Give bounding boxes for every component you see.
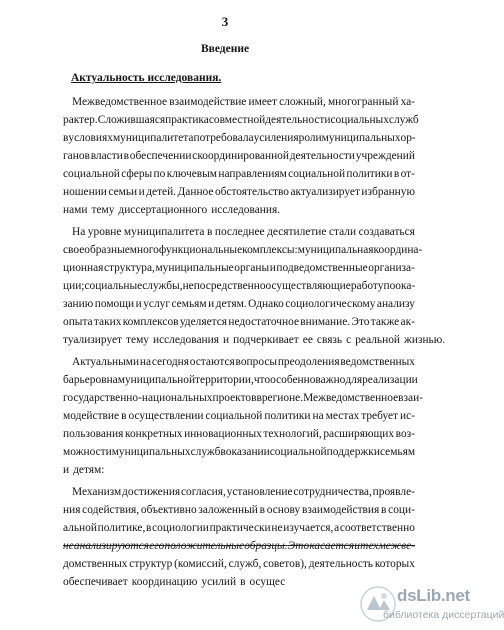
word: помощи [94,298,135,310]
word: инновационных [184,428,262,440]
word: в [63,132,69,144]
word: Это [287,540,310,552]
word: социальные [84,280,143,292]
word: служб [388,114,419,126]
text-line [63,315,415,329]
word: координацию [131,576,198,588]
word: реализации [362,374,418,386]
word: служб, [228,558,262,570]
word: муниципальная [297,244,374,256]
word: и [269,262,276,274]
word: регионе. [261,392,304,404]
word: реальной [355,334,400,346]
word: стали [328,226,357,238]
word: для [345,374,363,386]
word: установление [226,486,293,498]
word: альной [63,522,97,534]
word: проявле- [372,486,415,498]
word: непосредственно [182,280,266,292]
word: муниципальных [111,446,191,458]
word: многогранный [327,96,399,108]
word: требует [361,410,399,422]
word: и [354,540,360,552]
word: ключевым [166,168,218,180]
word: тему [91,204,115,216]
word: и [208,298,215,310]
word: семьям [379,446,416,458]
section-heading: Введение [200,43,250,55]
text-line [63,149,415,163]
word: детей. [146,186,177,198]
text-line [63,539,415,553]
word: которых [374,558,415,570]
word: межве- [378,540,415,552]
word: муниципальных [321,132,401,144]
word: остаются [189,356,235,368]
word: внимание. [300,316,351,328]
word: структура, [103,262,155,274]
text-line [63,279,415,293]
word: пользования [63,428,124,440]
word: Межведомственное [72,96,168,108]
text-line [63,243,423,257]
word: роли [298,132,322,144]
word: в [123,150,129,162]
word: потребовала [193,132,254,144]
word: Механизм [72,486,122,498]
word: технологий, [263,428,322,440]
word: домственных [63,558,128,570]
word: туализирует [63,334,123,346]
text-line [63,261,415,275]
word: социальной [269,446,327,458]
word: оказании [225,446,270,458]
word: муниципальные [155,262,234,274]
word: комплексы: [242,244,298,256]
word: изучается, [283,522,334,534]
word: усиления [253,132,299,144]
word: условиях [68,132,113,144]
text-line [72,225,415,239]
word: детям: [73,464,105,476]
word: взаимодействия [301,504,380,516]
text-line [72,355,415,369]
word: (комиссий, [174,558,227,570]
word: соответственно [339,522,415,534]
word: расширяющих [323,428,395,440]
word: и [138,186,145,198]
word: в [381,504,387,516]
word: ганов [63,150,90,162]
text-line [63,333,446,347]
word: социальной [63,168,120,180]
word: и [222,334,230,346]
word: жизнью. [404,334,446,346]
word: деятельность [308,558,373,570]
word: важно [315,374,346,386]
word: ак- [400,316,415,328]
word: основу [266,504,301,516]
word: деятельности [289,150,355,162]
word: обстоятельство [214,186,289,198]
word: практика [165,114,209,126]
word: политики [346,168,393,180]
watermark-brand: dsLib.net [397,586,470,605]
word: избранную [361,186,415,198]
word: органы [234,262,270,274]
word: организа- [368,262,415,274]
word: взаимодействие [169,96,247,108]
word: сложный, [279,96,326,108]
word: обеспечении [129,150,192,162]
word: модействие [63,410,120,422]
word: политики [264,410,311,422]
word: последнее [214,226,265,238]
word: опыта [63,316,93,328]
text-line [63,427,415,441]
word: социальной [288,168,346,180]
text-line [63,113,419,127]
word: соци- [388,504,415,516]
word: Это [351,316,370,328]
text-line [63,185,415,199]
word: сотрудничества, [293,486,372,498]
word: ционная [63,262,104,274]
word: структур [129,558,173,570]
word: касается [309,540,355,552]
subsection-heading: Актуальность исследования. [71,72,222,84]
text-line [63,409,415,423]
word: актуализирует [290,186,360,198]
word: ведомственных [340,356,415,368]
word: в [121,410,127,422]
text-line [63,521,415,535]
word: с [346,334,352,346]
word: заложенный [198,504,258,516]
word: ис- [400,410,415,422]
word: проектов [212,392,257,404]
dslib-watermark [360,585,504,630]
word: вопросы [235,356,278,368]
word: осуществлении [128,410,204,422]
word: таких [93,316,122,328]
word: конкретных [125,428,183,440]
word: в [146,522,152,534]
word: нами [63,204,88,216]
word: направлениям [218,168,287,180]
text-line [63,503,415,517]
word: в [240,576,246,588]
word: ор- [400,132,416,144]
word: тех [360,540,379,552]
word: особенно [270,374,316,386]
word: служб [190,446,221,458]
word: согласия, [180,486,226,498]
word: практически [209,522,271,534]
word: осущес [249,576,286,588]
word: исследования. [211,204,281,216]
word: ношении [63,186,107,198]
word: подведомственные [276,262,368,274]
word: в [259,504,265,516]
word: на [312,410,324,422]
word: барьеров [63,374,107,386]
word: обеспечивает [63,576,128,588]
word: социальных [330,114,389,126]
text-line [63,557,415,571]
word: и [135,298,142,310]
word: услуг [143,298,170,310]
word: социологическому [285,298,376,310]
word: исследования [152,334,219,346]
page-number: 3 [221,14,229,29]
word: уровне [87,226,122,238]
word: На [72,226,86,238]
word: что [253,374,271,386]
word: содействия, [82,504,140,516]
word: многофункциональные [129,244,243,256]
word: на [139,356,152,368]
word: муниципалитета [123,226,205,238]
word: детям. [215,298,247,310]
word: Межведомственное [303,392,399,404]
word: а [334,522,340,534]
word: осуществляющие [265,280,351,292]
word: анализируются [73,540,149,552]
word: ха- [400,96,415,108]
text-line [72,485,415,499]
text-line [63,203,415,217]
word: в [393,168,400,180]
word: достижения [122,486,181,498]
word: можности [63,446,112,458]
word: ее [302,334,313,346]
word: образцы. [244,540,288,552]
word: поддержки [326,446,380,458]
word: анализу [376,298,415,310]
word: социальной [205,410,263,422]
word: связь [316,334,343,346]
word: также [370,316,400,328]
word: создаваться [358,226,415,238]
word: Однако [248,298,284,310]
word: в [206,226,213,238]
word: диссертационного [118,204,208,216]
word: не [271,522,283,534]
word: скоординированной [192,150,289,162]
word: десятилетие [267,226,327,238]
word: объективно [140,504,197,516]
word: деятельности [265,114,331,126]
word: политике, [97,522,146,534]
word: службы, [142,280,183,292]
word: подчеркивает [233,334,299,346]
word: преодоления [277,356,340,368]
text-line [63,131,415,145]
text-line [63,373,418,387]
word: имеет [248,96,277,108]
word: по [383,280,396,292]
word: уделяется [179,316,228,328]
word: усилий [201,576,237,588]
word: в [220,446,226,458]
word: тему [126,334,149,346]
word: муниципалитета [112,132,194,144]
text-line [63,297,415,311]
word: координа- [373,244,423,256]
word: Сложившаяся [97,114,166,126]
word: ока- [395,280,416,292]
word: ния [63,504,81,516]
word: комплексов [122,316,179,328]
text-line [63,463,415,477]
watermark-tagline: библиотека диссертаций [383,609,504,621]
word: рактер. [63,114,98,126]
word: недостаточное [228,316,299,328]
word: семьи [108,186,138,198]
word: власти [90,150,123,162]
word: положительные [164,540,245,552]
word: местах [325,410,360,422]
word: советов), [263,558,307,570]
text-line [63,167,415,181]
word: в [256,392,262,404]
word: ции; [63,280,85,292]
word: взаи- [398,392,423,404]
text-line [63,391,423,405]
word: территории, [195,374,254,386]
word: семьям [171,298,207,310]
word: совместной [208,114,266,126]
text-line [72,95,415,109]
text-line [63,445,415,459]
word: Данное [177,186,214,198]
word: муниципальной [117,374,196,386]
word: своеобразные [63,244,130,256]
word: не [63,540,74,552]
word: воз- [395,428,415,440]
word: государственно-национальных [63,392,213,404]
word: на [106,374,118,386]
word: сферы [121,168,153,180]
word: сегодня [151,356,189,368]
word: занию [63,298,94,310]
word: работу [350,280,384,292]
word: его [149,540,165,552]
word: от- [400,168,415,180]
word: Актуальными [72,356,140,368]
word: по [153,168,166,180]
word: социологии [152,522,209,534]
word: учреждений [355,150,415,162]
word: и [63,464,70,476]
